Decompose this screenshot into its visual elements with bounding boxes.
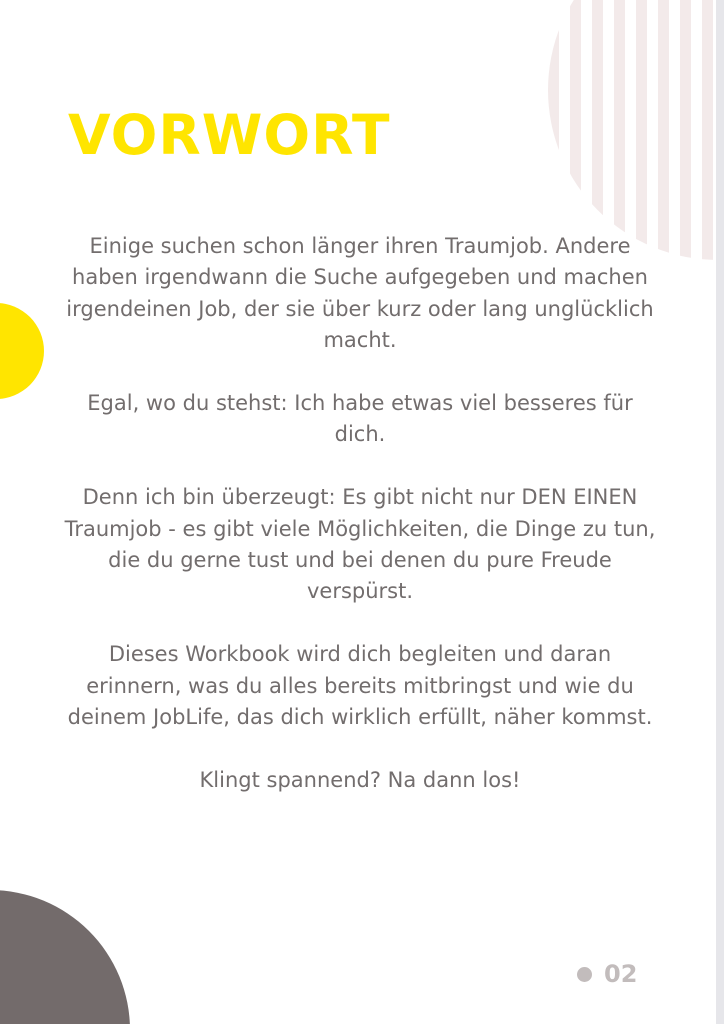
paragraph-2: Egal, wo du stehst: Ich habe etwas viel besseres für dich. — [87, 391, 633, 447]
decorative-gray-arc — [0, 890, 130, 1024]
page-edge — [716, 0, 724, 1024]
paragraph-4: Dieses Workbook wird dich begleiten und daran erinnern, was du alles bereits mitbringst und wie du deinem JobLife, das dich wirklich erfüllt, näher kommst. — [67, 642, 653, 730]
foreword-text — [60, 231, 660, 828]
paragraph-5: Klingt spannend? Na dann los! — [199, 767, 521, 792]
page-number-dot-icon — [577, 967, 592, 982]
page-title: VORWORT — [68, 103, 391, 167]
paragraph-3: Denn ich bin überzeugt: Es gibt nicht nur DEN EINEN Traumjob - es gibt viele Möglichkeiten, die Dinge zu tun, die du gerne tust und bei denen du pure Freude verspürst. — [64, 485, 656, 604]
page-number-label: 02 — [604, 960, 638, 988]
page-number — [577, 960, 637, 988]
decorative-yellow-circle — [0, 303, 44, 399]
paragraph-1: Einige suchen schon länger ihren Traumjob. Andere haben irgendwann die Suche aufgegeben und machen irgendeinen Job, der sie über kurz oder lang unglücklich macht. — [66, 234, 654, 353]
